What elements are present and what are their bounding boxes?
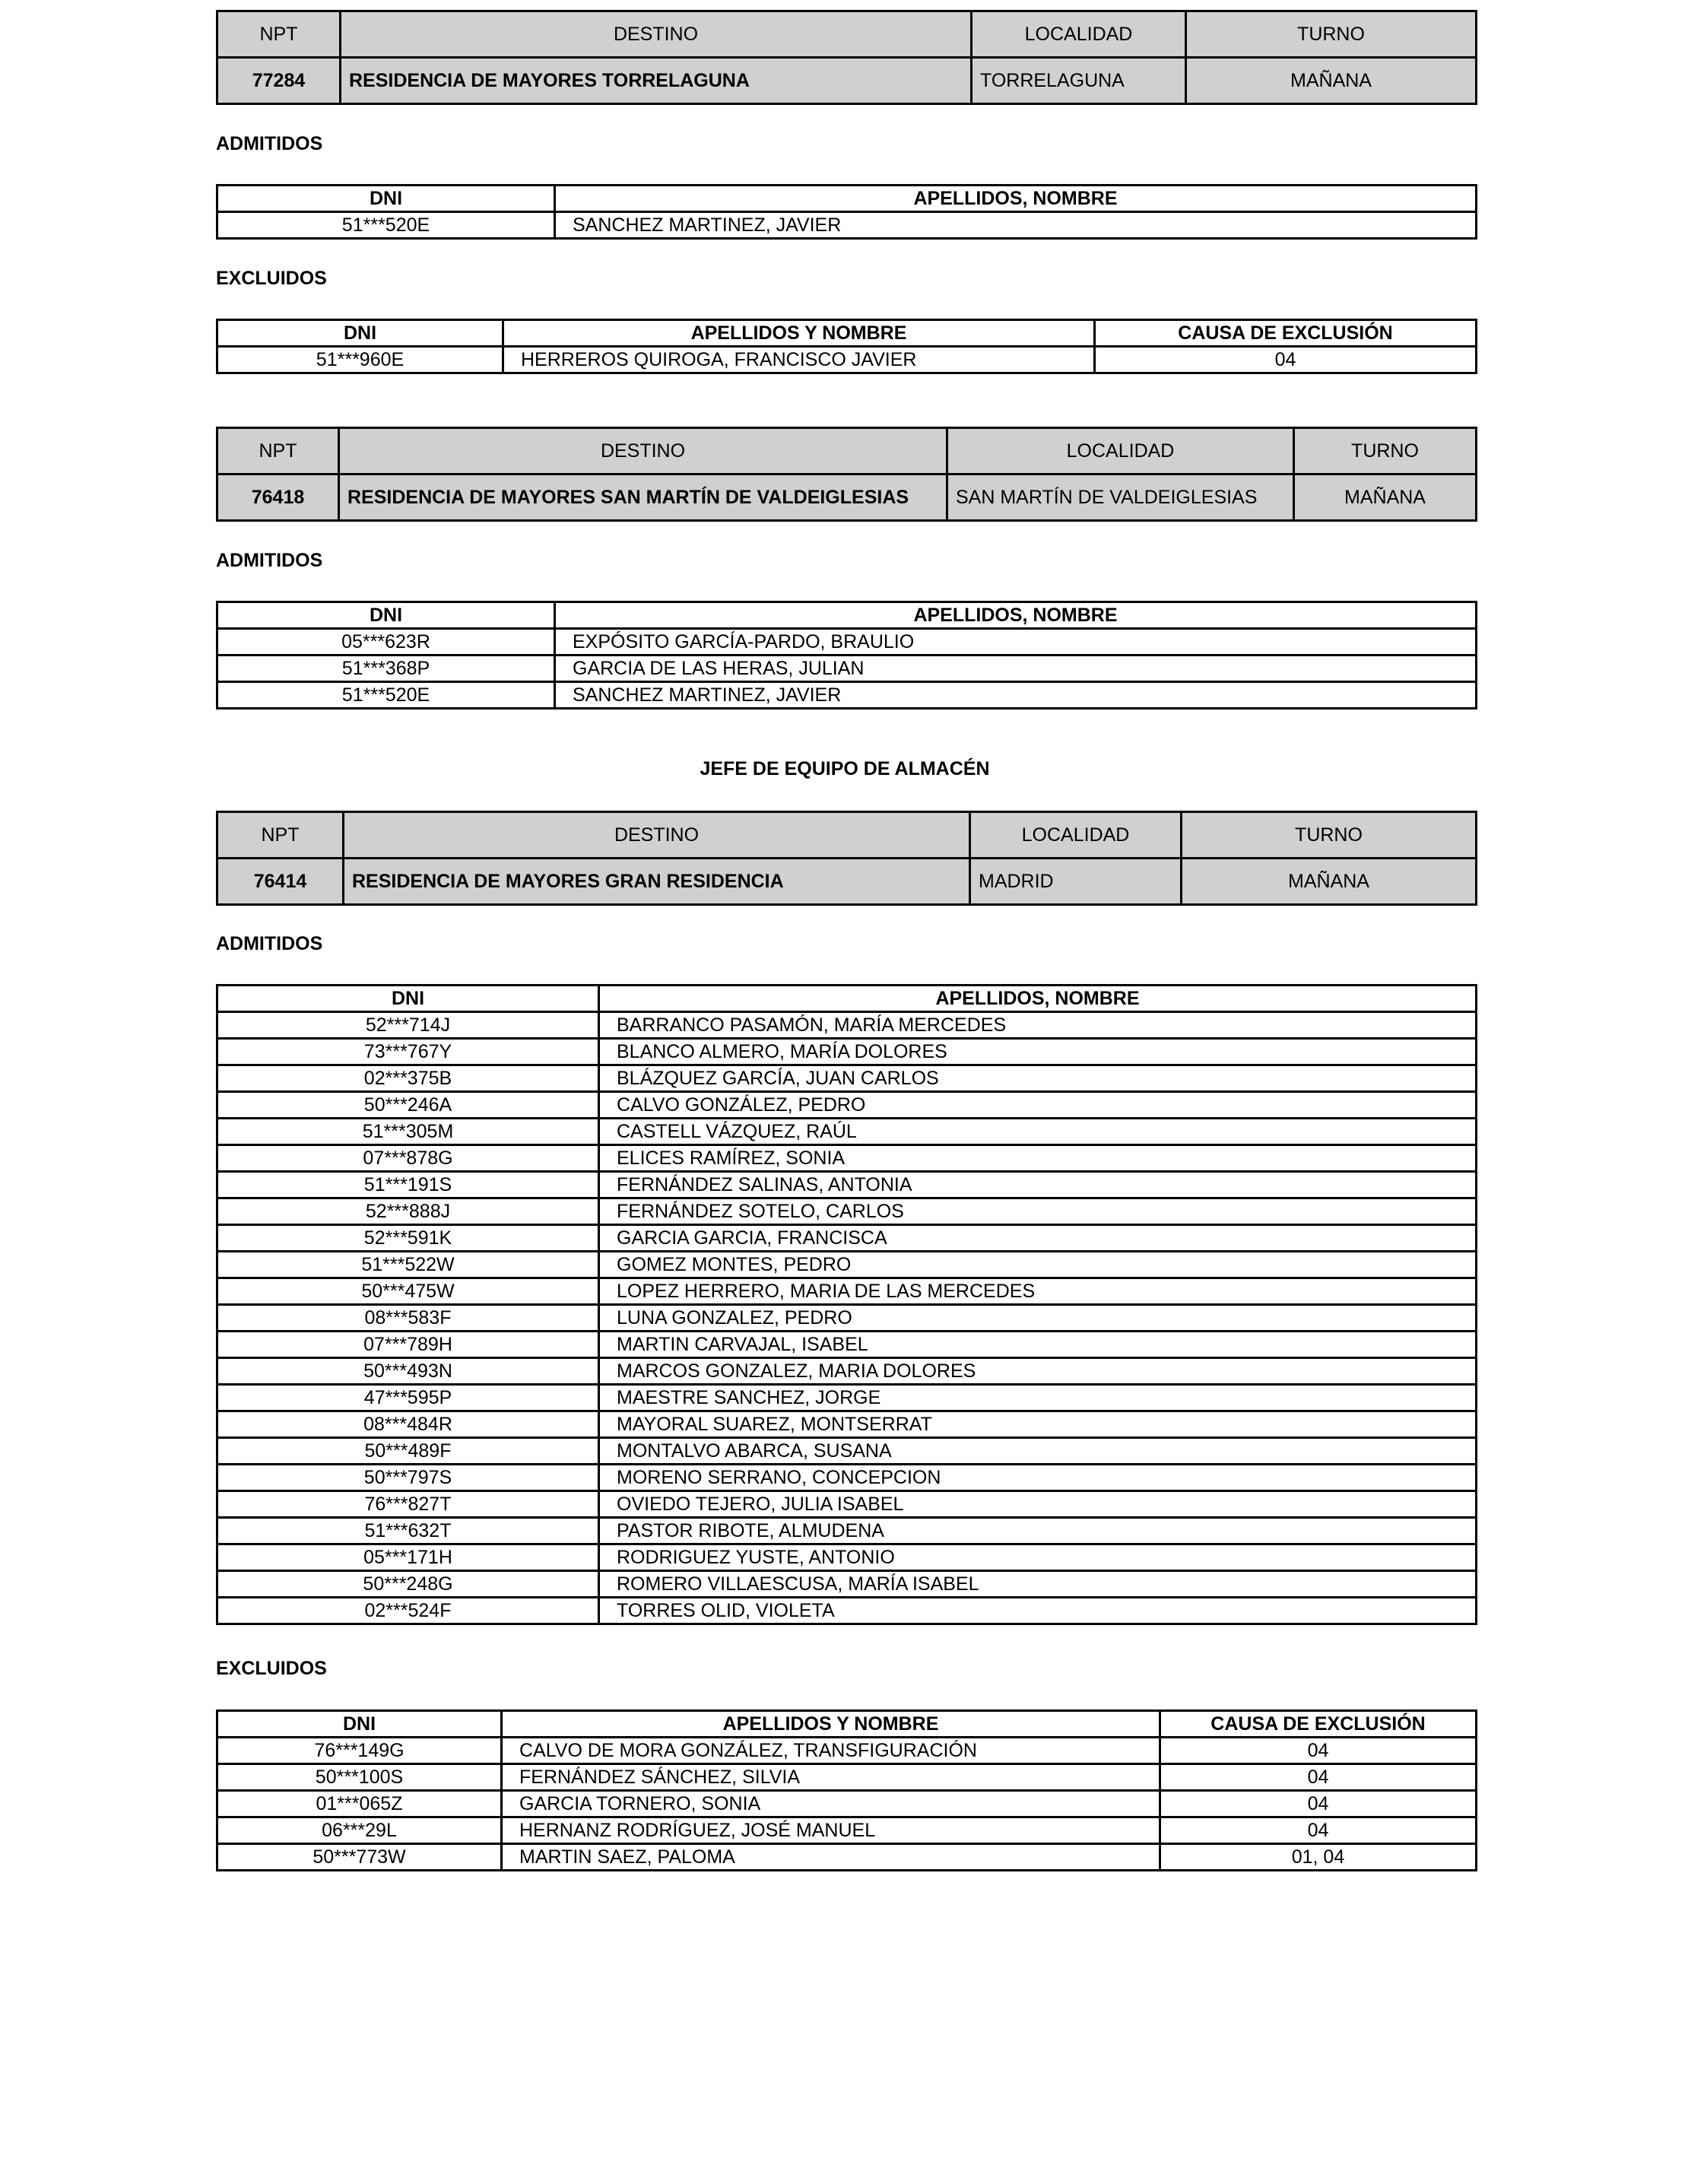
admitidos-label: ADMITIDOS <box>216 133 323 154</box>
nombre-cell: MARCOS GONZALEZ, MARIA DOLORES <box>599 1358 1477 1385</box>
localidad-header: LOCALIDAD <box>972 11 1186 58</box>
dni-cell: 50***489F <box>217 1438 599 1465</box>
nombre-cell: GOMEZ MONTES, PEDRO <box>599 1252 1477 1278</box>
dni-header: DNI <box>217 1711 502 1738</box>
nombre-cell: CALVO DE MORA GONZÁLEZ, TRANSFIGURACIÓN <box>502 1738 1160 1764</box>
nombre-header: APELLIDOS Y NOMBRE <box>502 1711 1160 1738</box>
table-row <box>217 1252 1477 1278</box>
dni-cell: 50***797S <box>217 1465 599 1491</box>
causa-cell: 01, 04 <box>1160 1844 1477 1871</box>
table-row <box>217 1172 1477 1198</box>
dni-cell: 50***475W <box>217 1278 599 1305</box>
turno-header: TURNO <box>1186 11 1477 58</box>
nombre-cell: FERNÁNDEZ SALINAS, ANTONIA <box>599 1172 1477 1198</box>
dni-cell: 52***591K <box>217 1225 599 1252</box>
npt-header: NPT <box>217 11 341 58</box>
destino-header: DESTINO <box>341 11 972 58</box>
causa-cell: 04 <box>1160 1817 1477 1844</box>
dni-cell: 05***171H <box>217 1544 599 1571</box>
destino-value: RESIDENCIA DE MAYORES TORRELAGUNA <box>341 58 972 104</box>
excluidos-table <box>216 1709 1477 1871</box>
nombre-cell: FERNÁNDEZ SOTELO, CARLOS <box>599 1198 1477 1225</box>
dni-cell: 51***632T <box>217 1518 599 1544</box>
destino-value: RESIDENCIA DE MAYORES GRAN RESIDENCIA <box>344 859 970 905</box>
table-row <box>217 347 1477 373</box>
nombre-header: APELLIDOS, NOMBRE <box>555 186 1477 212</box>
turno-value: MAÑANA <box>1294 475 1477 521</box>
nombre-cell: GARCIA DE LAS HERAS, JULIAN <box>555 656 1477 682</box>
table-row <box>217 1119 1477 1145</box>
npt-header: NPT <box>217 428 339 475</box>
dni-cell: 51***522W <box>217 1252 599 1278</box>
table-row <box>217 1092 1477 1119</box>
dni-cell: 08***484R <box>217 1411 599 1438</box>
nombre-cell: OVIEDO TEJERO, JULIA ISABEL <box>599 1491 1477 1518</box>
table-row <box>217 1385 1477 1411</box>
nombre-cell: BLÁZQUEZ GARCÍA, JUAN CARLOS <box>599 1065 1477 1092</box>
nombre-cell: ROMERO VILLAESCUSA, MARÍA ISABEL <box>599 1571 1477 1598</box>
dni-cell: 06***29L <box>217 1817 502 1844</box>
nombre-header: APELLIDOS Y NOMBRE <box>503 320 1095 347</box>
dni-cell: 50***773W <box>217 1844 502 1871</box>
localidad-value: TORRELAGUNA <box>972 58 1186 104</box>
admitidos-label: ADMITIDOS <box>216 933 323 954</box>
table-row <box>217 1358 1477 1385</box>
dni-header: DNI <box>217 320 503 347</box>
nombre-cell: RODRIGUEZ YUSTE, ANTONIO <box>599 1544 1477 1571</box>
table-row <box>217 1438 1477 1465</box>
causa-header: CAUSA DE EXCLUSIÓN <box>1160 1711 1477 1738</box>
nombre-cell: FERNÁNDEZ SÁNCHEZ, SILVIA <box>502 1764 1160 1791</box>
dni-cell: 02***524F <box>217 1598 599 1624</box>
category-title: JEFE DE EQUIPO DE ALMACÉN <box>700 758 990 779</box>
nombre-cell: HERREROS QUIROGA, FRANCISCO JAVIER <box>503 347 1095 373</box>
table-row <box>217 1598 1477 1624</box>
table-row <box>217 1198 1477 1225</box>
causa-header: CAUSA DE EXCLUSIÓN <box>1095 320 1477 347</box>
nombre-header: APELLIDOS, NOMBRE <box>555 602 1477 629</box>
table-row <box>217 1411 1477 1438</box>
table-row <box>217 1791 1477 1817</box>
admitidos-label: ADMITIDOS <box>216 550 323 571</box>
table-row <box>217 1039 1477 1065</box>
destino-table <box>216 10 1477 105</box>
dni-cell: 01***065Z <box>217 1791 502 1817</box>
dni-cell: 50***246A <box>217 1092 599 1119</box>
table-row <box>217 212 1477 239</box>
dni-cell: 05***623R <box>217 629 555 656</box>
table-row <box>217 1305 1477 1332</box>
dni-cell: 50***100S <box>217 1764 502 1791</box>
dni-cell: 51***520E <box>217 212 555 239</box>
localidad-header: LOCALIDAD <box>970 812 1182 859</box>
localidad-header: LOCALIDAD <box>947 428 1294 475</box>
causa-cell: 04 <box>1095 347 1477 373</box>
nombre-cell: BARRANCO PASAMÓN, MARÍA MERCEDES <box>599 1012 1477 1039</box>
causa-cell: 04 <box>1160 1791 1477 1817</box>
table-row <box>217 1145 1477 1172</box>
dni-cell: 52***714J <box>217 1012 599 1039</box>
turno-header: TURNO <box>1294 428 1477 475</box>
dni-header: DNI <box>217 986 599 1012</box>
dni-cell: 51***368P <box>217 656 555 682</box>
dni-cell: 51***960E <box>217 347 503 373</box>
nombre-cell: HERNANZ RODRÍGUEZ, JOSÉ MANUEL <box>502 1817 1160 1844</box>
table-row <box>217 1332 1477 1358</box>
nombre-cell: GARCIA TORNERO, SONIA <box>502 1791 1160 1817</box>
table-row <box>217 1225 1477 1252</box>
dni-cell: 76***149G <box>217 1738 502 1764</box>
dni-cell: 51***305M <box>217 1119 599 1145</box>
destino-header: DESTINO <box>344 812 970 859</box>
nombre-cell: SANCHEZ MARTINEZ, JAVIER <box>555 212 1477 239</box>
localidad-value: SAN MARTÍN DE VALDEIGLESIAS <box>947 475 1294 521</box>
table-row <box>217 1012 1477 1039</box>
causa-cell: 04 <box>1160 1738 1477 1764</box>
turno-header: TURNO <box>1182 812 1477 859</box>
destino-table <box>216 427 1477 522</box>
nombre-cell: MONTALVO ABARCA, SUSANA <box>599 1438 1477 1465</box>
table-row <box>217 656 1477 682</box>
table-row <box>217 1571 1477 1598</box>
npt-header: NPT <box>217 812 344 859</box>
dni-header: DNI <box>217 602 555 629</box>
turno-value: MAÑANA <box>1182 859 1477 905</box>
dni-cell: 47***595P <box>217 1385 599 1411</box>
nombre-cell: LUNA GONZALEZ, PEDRO <box>599 1305 1477 1332</box>
dni-cell: 07***878G <box>217 1145 599 1172</box>
dni-cell: 51***191S <box>217 1172 599 1198</box>
nombre-header: APELLIDOS, NOMBRE <box>599 986 1477 1012</box>
destino-header: DESTINO <box>339 428 947 475</box>
nombre-cell: BLANCO ALMERO, MARÍA DOLORES <box>599 1039 1477 1065</box>
npt-value: 76418 <box>217 475 339 521</box>
nombre-cell: CASTELL VÁZQUEZ, RAÚL <box>599 1119 1477 1145</box>
dni-cell: 76***827T <box>217 1491 599 1518</box>
table-row <box>217 1738 1477 1764</box>
localidad-value: MADRID <box>970 859 1182 905</box>
excluidos-table <box>216 319 1477 374</box>
table-row <box>217 1065 1477 1092</box>
destino-table <box>216 811 1477 906</box>
table-row <box>217 682 1477 709</box>
table-row <box>217 1844 1477 1871</box>
table-row <box>217 1278 1477 1305</box>
excluidos-label: EXCLUIDOS <box>216 1658 327 1679</box>
npt-value: 76414 <box>217 859 344 905</box>
nombre-cell: MAYORAL SUAREZ, MONTSERRAT <box>599 1411 1477 1438</box>
destino-value: RESIDENCIA DE MAYORES SAN MARTÍN DE VALDEIGLESIAS <box>339 475 947 521</box>
nombre-cell: CALVO GONZÁLEZ, PEDRO <box>599 1092 1477 1119</box>
nombre-cell: SANCHEZ MARTINEZ, JAVIER <box>555 682 1477 709</box>
excluidos-label: EXCLUIDOS <box>216 268 327 289</box>
dni-cell: 50***493N <box>217 1358 599 1385</box>
npt-value: 77284 <box>217 58 341 104</box>
dni-cell: 08***583F <box>217 1305 599 1332</box>
table-row <box>217 1518 1477 1544</box>
nombre-cell: GARCIA GARCIA, FRANCISCA <box>599 1225 1477 1252</box>
table-row <box>217 1465 1477 1491</box>
nombre-cell: EXPÓSITO GARCÍA-PARDO, BRAULIO <box>555 629 1477 656</box>
dni-cell: 51***520E <box>217 682 555 709</box>
nombre-cell: MAESTRE SANCHEZ, JORGE <box>599 1385 1477 1411</box>
table-row <box>217 629 1477 656</box>
table-row <box>217 1817 1477 1844</box>
nombre-cell: MARTIN SAEZ, PALOMA <box>502 1844 1160 1871</box>
dni-cell: 07***789H <box>217 1332 599 1358</box>
nombre-cell: MORENO SERRANO, CONCEPCION <box>599 1465 1477 1491</box>
causa-cell: 04 <box>1160 1764 1477 1791</box>
admitidos-table <box>216 184 1477 240</box>
dni-cell: 50***248G <box>217 1571 599 1598</box>
table-row <box>217 1764 1477 1791</box>
dni-cell: 73***767Y <box>217 1039 599 1065</box>
nombre-cell: ELICES RAMÍREZ, SONIA <box>599 1145 1477 1172</box>
nombre-cell: TORRES OLID, VIOLETA <box>599 1598 1477 1624</box>
nombre-cell: PASTOR RIBOTE, ALMUDENA <box>599 1518 1477 1544</box>
dni-cell: 52***888J <box>217 1198 599 1225</box>
admitidos-table <box>216 984 1477 1625</box>
table-row <box>217 1544 1477 1571</box>
dni-cell: 02***375B <box>217 1065 599 1092</box>
table-row <box>217 1491 1477 1518</box>
turno-value: MAÑANA <box>1186 58 1477 104</box>
nombre-cell: MARTIN CARVAJAL, ISABEL <box>599 1332 1477 1358</box>
dni-header: DNI <box>217 186 555 212</box>
nombre-cell: LOPEZ HERRERO, MARIA DE LAS MERCEDES <box>599 1278 1477 1305</box>
admitidos-table <box>216 601 1477 709</box>
